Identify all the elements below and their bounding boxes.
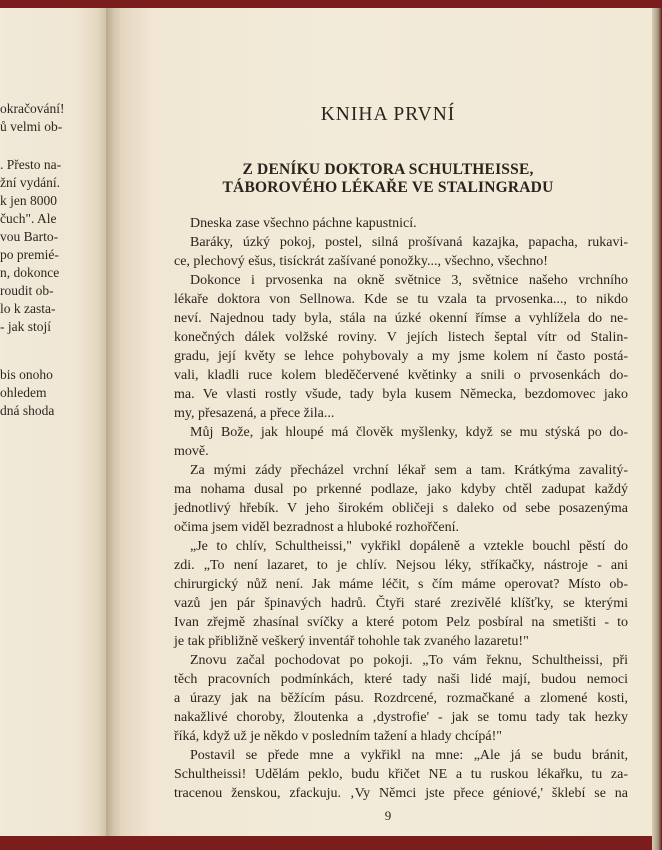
book-title: KNIHA PRVNÍ: [320, 104, 456, 125]
body-line: a úrazy jak na běžícím pásu. Rozdrcené, rozmačkané a zlomené kosti,: [174, 691, 628, 706]
body-line: zdi. „To není lazaret, to je chlív. Nejsou léky, stříkačky, nástroje - ani: [174, 558, 628, 573]
body-line: gradu, její květy se lehce pohybovaly a my jsme kolem ní často postá-: [174, 349, 628, 364]
right-page: [120, 8, 656, 836]
body-line: Postavil se přede mne a vykřikl na mne: „Ale já se budu bránit,: [190, 748, 628, 763]
left-page-fragment: okračování!: [0, 101, 65, 116]
body-line: chirurgický nůž není. Jak máme léčit, s čím máme operovat? Místo ob-: [174, 577, 628, 592]
body-line: „Je to chlív, Schultheissi," vykřikl dopáleně a vztekle bouchl pěstí do: [190, 539, 628, 554]
body-line: lékaře doktora von Sellnowa. Kde se tu vzala ta prvosenka..., to nikdo: [174, 292, 628, 307]
chapter-title-line-2: TÁBOROVÉHO LÉKAŘE VE STALINGRADU: [222, 179, 554, 196]
page-number: 9: [384, 808, 392, 823]
left-page-fragment: bis onoho: [0, 367, 53, 382]
left-page: [0, 8, 108, 836]
body-line: Schultheissi! Udělám peklo, budu křičet NE a tu ruskou lékařku, tu za-: [174, 767, 628, 782]
left-page-fragment: ohledem: [0, 385, 47, 400]
body-line: Ivan zřejmě zhasínal svíčky a které potom Pelz posbíral na smetišti - to: [174, 615, 628, 630]
page-edge: [652, 8, 662, 850]
body-line: ma nohama dusal po prkenné podlaze, jako kdyby chtěl zadupat každý: [174, 482, 628, 497]
chapter-title-line-1: Z DENÍKU DOKTORA SCHULTHEISSE,: [242, 161, 534, 178]
left-page-fragment: k jen 8000: [0, 193, 57, 208]
body-line: Můj Bože, jak hloupé má člověk myšlenky, když se mu stýská po do-: [190, 425, 628, 440]
body-line: tracenou ženskou, zfackuju. ‚Vy Němci jste přece géniové,' šklebí se na: [174, 786, 628, 801]
body-line: vazů jen pár špinavých hadrů. Čtyři staré zrezivělé klíšťky, se kterými: [174, 596, 628, 611]
body-line: ma. Ve vlasti rostly všude, tady byla kusem Německa, bezdomovec jako: [174, 387, 628, 402]
body-line: neví. Najednou tady byla, stála na úzké okenní římse a vyhlížela do ne-: [174, 311, 628, 326]
left-page-fragment: čuch". Ale: [0, 211, 57, 226]
body-line: očima jsem viděl bezradnost a hluboké rozhořčení.: [174, 520, 459, 535]
left-page-fragment: po premié-: [0, 247, 59, 262]
body-line: Dokonce i prvosenka na okně světnice 3, světnice našeho vrchního: [190, 273, 628, 288]
left-page-fragment: - jak stojí: [0, 319, 51, 334]
left-page-fragment: vou Barto-: [0, 229, 59, 244]
body-line: Dneska zase všechno páchne kapustnicí.: [190, 216, 417, 231]
body-line: vali, kladli ruce kolem bleděčervené květinky a snili o prvosenkách do-: [174, 368, 628, 383]
body-line: říká, když už je někdo v posledním tažení a hlady chcípá!": [174, 729, 502, 744]
body-line: ce, plechový ešus, tisíckrát zašívané ponožky..., všechno, všechno!: [174, 254, 548, 269]
body-line: je tak přibližně veškerý inventář tohohle tak zvaného lazaretu!": [174, 634, 529, 649]
body-line: jednotlivý hřebík. V jeho širokém obličeji s daleko od sebe posazenýma: [174, 501, 628, 516]
body-line: my, přesazená, a přece žila...: [174, 406, 335, 421]
left-page-fragment: . Přesto na-: [0, 157, 62, 172]
body-line: těch pracovních podmínkách, které tady naši lidé mají, budou nemoci: [174, 672, 628, 687]
body-line: Baráky, úzký pokoj, postel, silná prošívaná kazajka, papacha, rukavi-: [190, 235, 628, 250]
left-page-fragment: n, dokonce: [0, 265, 60, 280]
body-line: mově.: [174, 444, 209, 459]
body-line: konečných dálek volžské roviny. V jejích listech šeptal vítr od Stalin-: [174, 330, 628, 345]
left-page-fragment: ů velmi ob-: [0, 119, 63, 134]
left-page-fragment: lo k zasta-: [0, 301, 56, 316]
body-line: nakažlivé choroby, žloutenka a ‚dystrofie' - jak se tomu tady tak hezky: [174, 710, 628, 725]
body-line: Za mými zády přecházel vrchní lékař sem a tam. Krátkýma zavalitý-: [190, 463, 628, 478]
body-line: Znovu začal pochodovat po pokoji. „To vám řeknu, Schultheissi, při: [190, 653, 628, 668]
left-page-fragment: dná shoda: [0, 403, 55, 418]
left-page-fragment: roudit ob-: [0, 283, 54, 298]
left-page-fragment: žní vydání.: [0, 175, 60, 190]
